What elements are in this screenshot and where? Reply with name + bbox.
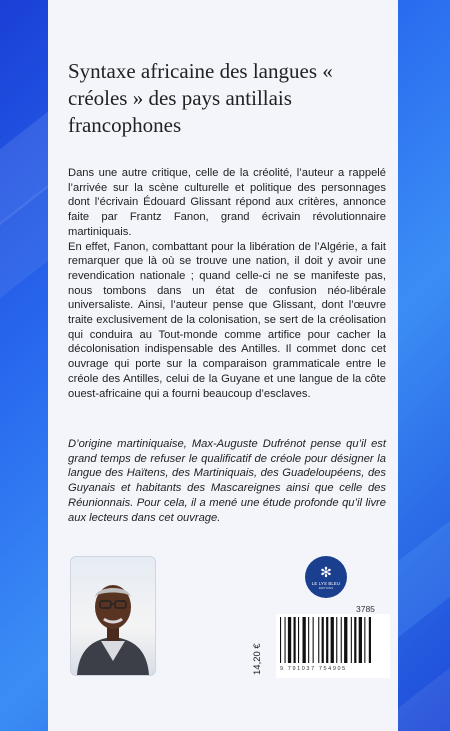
summary-paragraph-1: Dans une autre critique, celle de la créolité, l’auteur a rappelé l’arrivée sur la scène culturelle et politique des personnages dont l’écrivain Édouard Glissant répond aux critères, annonce faite par Frantz Fanon, grand écrivain révolutionnaire martiniquais. (68, 167, 386, 238)
barcode-bar (359, 617, 362, 663)
book-code: 3785 (356, 604, 375, 614)
barcode-bar (369, 617, 371, 663)
barcode-bar (354, 617, 356, 663)
barcode-bar (331, 617, 334, 663)
book-title: Syntaxe africaine des langues « créoles » des pays antillais francophones (68, 59, 333, 137)
barcode-bar (308, 617, 309, 663)
publisher-name: LE LYS BLEU (311, 580, 341, 586)
barcode-bar (326, 617, 328, 663)
barcode-bar (364, 617, 365, 663)
barcode-bar (322, 617, 324, 663)
price-label: 14,20 € (252, 643, 263, 675)
summary-paragraph-2: En effet, Fanon, combattant pour la libération de l’Algérie, a fait remarquer que là où se trouve une nation, il doit y avoir une revendication nationale ; quand celle-ci ne se manifeste pas, nous tombons dans un état de confusion néo-libérale universaliste. Ainsi, l’auteur pense que Glissant, dont l’œuvre traite exclusivement de la colonisation, se sert de la créolisation qui conduira au Tout-monde comme artifice pour cacher la décolonisation indispensable des Antilles. Il commet donc cet ouvrage qui porte sur la comparaison grammaticale entre le créole des Antilles, celui de la Guyane et une langue de la côte ouest-africaine qui a fourni beaucoup d’esclaves. (68, 240, 386, 400)
barcode-bar (341, 617, 342, 663)
author-photo-drawing (71, 557, 155, 675)
summary-text (68, 166, 386, 401)
author-bio: D’origine martiniquaise, Max-Auguste Dufrénot pense qu’il est grand temps de refuser le qualificatif de créole pour désigner la langue des Haïtens, des Martiniquais, des Guadeloupéens, des Guyanais et habitants des Mascareignes ainsi que celle des Réunionnais. Pour cela, il a mené une étude profonde qu’il livre aux lecteurs dans cet ouvrage. (68, 438, 386, 524)
barcode-bar (303, 617, 306, 663)
isbn-number: 9 791037 754905 (280, 666, 347, 672)
barcode-bar (336, 617, 337, 663)
barcode-bar (280, 617, 281, 663)
barcode-bar (294, 617, 296, 663)
lily-logo-icon: ✻ (320, 563, 332, 580)
barcode-bar (351, 617, 352, 663)
barcode-bar (344, 617, 347, 663)
publisher-sub: ÉDITIONS (318, 585, 334, 590)
author-photo (70, 556, 156, 676)
barcode-bar (298, 617, 299, 663)
barcode-bars (276, 614, 390, 666)
barcode-bar (285, 617, 286, 663)
barcode-bar (288, 617, 291, 663)
barcode-bar (313, 617, 314, 663)
publisher-logo (305, 556, 347, 598)
barcode-bar (318, 617, 319, 663)
